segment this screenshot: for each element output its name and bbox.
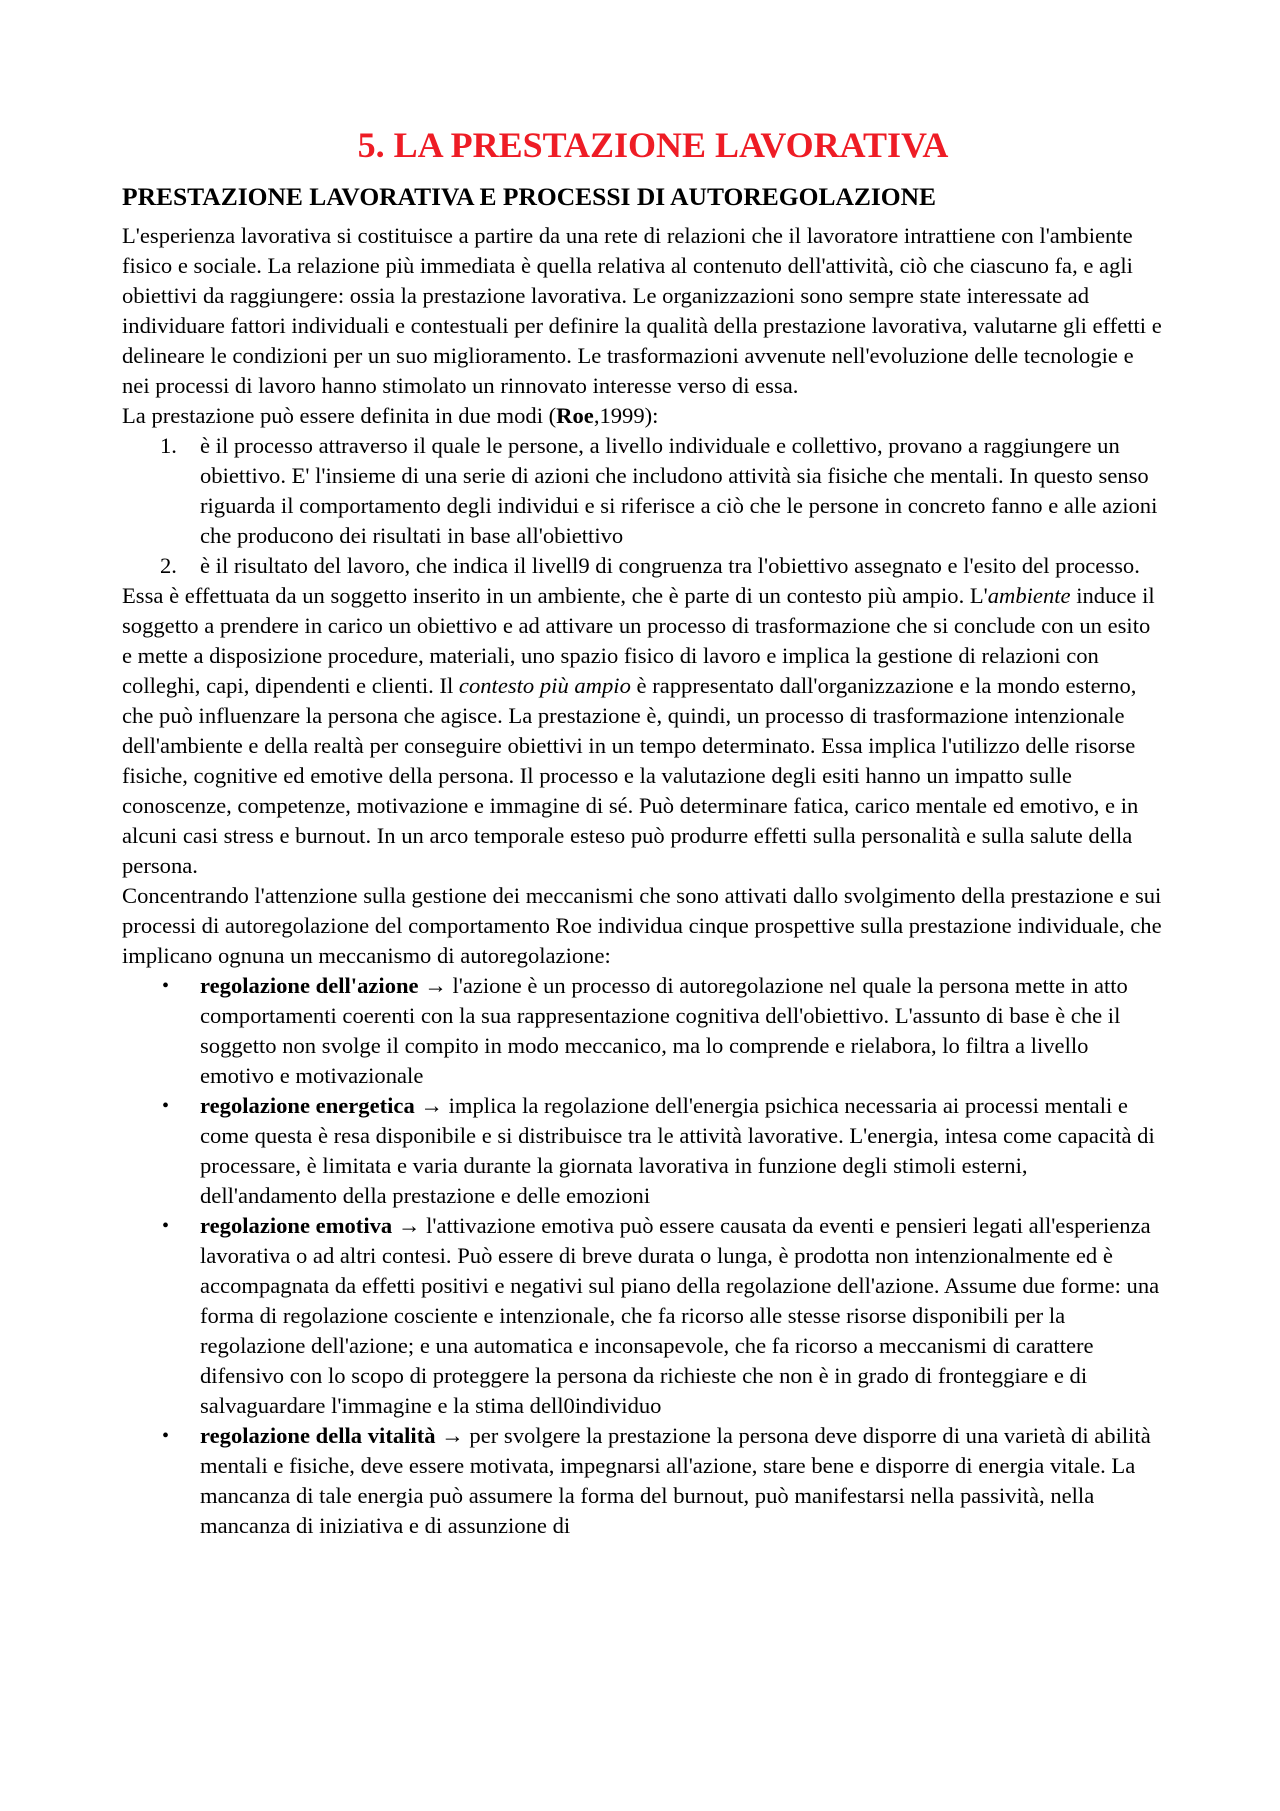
list-item [122,971,1162,1091]
page-content [122,125,1162,1541]
intro-paragraph: L'esperienza lavorativa si costituisce a partire da una rete di relazioni che il lavoratore intrattiene con l'ambiente fisico e sociale. La relazione più immediata è quella relativa al contenuto dell'attività, ciò che ciascuno fa, e agli obiettivi da raggiungere: ossia la prestazione lavorativa. Le organizzazioni sono sempre state interessate ad individuare fattori individuali e contestuali per definire la qualità della prestazione lavorativa, valutarne gli effetti e delineare le condizioni per un suo miglioramento. Le trasformazioni avvenute nell'evoluzione delle tecnologie e nei processi di lavoro hanno stimolato un rinnovato interesse verso di essa. [122,223,1162,398]
perspectives-intro: Concentrando l'attenzione sulla gestione dei meccanismi che sono attivati dallo svolgimento della prestazione e sui processi di autoregolazione del comportamento Roe individua cinque prospettive sulla prestazione individuale, che implicano ognuna un meccanismo di autoregolazione: [122,883,1162,968]
definition-intro [122,401,1162,431]
list-item [122,1091,1162,1211]
definitions-list [122,431,1162,581]
bullet-icon: • [162,1425,170,1447]
list-item [122,1421,1162,1541]
perspective-text: implica la regolazione dell'energia psichica necessaria ai processi mentali e come questa è resa disponibile e si distribuisce tra le attività lavorative. L'energia, intesa come capacità di processare, è limitata e varia durante la giornata lavorativa in funzione degli stimoli esterni, dell'andamento della prestazione e delle emozioni [200,1093,1155,1208]
definition-intro-year: ,1999): [593,403,659,428]
perspective-text: l'azione è un processo di autoregolazione nel quale la persona mette in atto comportamenti coerenti con la sua rappresentazione cognitiva dell'obiettivo. L'assunto di base è che il soggetto non svolge il compito in modo meccanico, ma lo comprende e rielabora, lo filtra a livello emotivo e motivazionale [200,973,1128,1088]
emphasis-ambiente: ambiente [987,583,1071,608]
list-item [122,551,1162,581]
perspective-text: per svolgere la prestazione la persona deve disporre di una varietà di abilità mentali e fisiche, deve essere motivata, impegnarsi all'azione, stare bene e disporre di energia vitale. La mancanza di tale energia può assumere la forma del burnout, può manifestarsi nella passività, nella mancanza di iniziativa e di assunzione di [200,1423,1151,1538]
perspective-text: l'attivazione emotiva può essere causata da eventi e pensieri legati all'esperienza lavorativa o ad altri contesi. Può essere di breve durata o lunga, è prodotta non intenzionalmente ed è accompagnata da effetti positivi e negativi sul piano della regolazione dell'azione. Assume due forme: una forma di regolazione cosciente e intenzionale, che fa ricorso alle stesse risorse disponibili per la regolazione dell'azione; e una automatica e inconsapevole, che fa ricorso a meccanismi di carattere difensivo con lo scopo di proteggere la persona da richieste che non è in grado di fronteggiare e di salvaguardare l'immagine e la stima dell0individuo [200,1213,1160,1418]
perspective-term: regolazione dell'azione [200,973,419,998]
perspective-term: regolazione emotiva [200,1213,393,1238]
arrow-icon: → [418,973,453,998]
arrow-icon: → [435,1423,470,1448]
context-paragraph [122,581,1162,881]
perspectives-list [122,971,1162,1541]
context-text-2: induce il soggetto a prendere in carico un obiettivo e ad attivare un processo di trasformazione che si conclude con un esito e mette a disposizione procedure, materiali, uno spazio fisico di lavoro e implica la gestione di relazioni con colleghi, capi, dipendenti e clienti. Il [122,583,1155,698]
definition-intro-text: La prestazione può essere definita in due modi ( [122,403,557,428]
list-item-text: è il risultato del lavoro, che indica il livell9 di congruenza tra l'obiettivo assegnato e l'esito del processo. [200,553,1140,578]
list-item [122,431,1162,551]
author-name: Roe [556,403,594,428]
emphasis-contesto: contesto più ampio [458,673,631,698]
arrow-icon: → [392,1213,427,1238]
arrow-icon: → [414,1093,449,1118]
bullet-icon: • [162,1215,170,1237]
bullet-icon: • [162,1095,170,1117]
list-item-number: 2. [160,553,177,578]
perspective-term: regolazione energetica [200,1093,415,1118]
context-text-1: Essa è effettuata da un soggetto inserito in un ambiente, che è parte di un contesto più ampio. L' [122,583,988,608]
list-item [122,1211,1162,1421]
list-item-text: è il processo attraverso il quale le persone, a livello individuale e collettivo, provano a raggiungere un obiettivo. E' l'insieme di una serie di azioni che includono attività sia fisiche che mentali. In questo senso riguarda il comportamento degli individui e si riferisce a ciò che le persone in concreto fanno e alle azioni che producono dei risultati in base all'obiettivo [200,433,1158,548]
bullet-icon: • [162,975,170,997]
context-text-3: è rappresentato dall'organizzazione e la mondo esterno, che può influenzare la persona che agisce. La prestazione è, quindi, un processo di trasformazione intenzionale dell'ambiente e della realtà per conseguire obiettivi in un tempo determinato. Essa implica l'utilizzo delle risorse fisiche, cognitive ed emotive della persona. Il processo e la valutazione degli esiti hanno un impatto sulle conoscenze, competenze, motivazione e immagine di sé. Può determinare fatica, carico mentale ed emotivo, e in alcuni casi stress e burnout. In un arco temporale esteso può produrre effetti sulla personalità e sulla salute della persona. [122,673,1139,878]
section-heading: PRESTAZIONE LAVORATIVA E PROCESSI DI AUTOREGOLAZIONE [122,182,937,211]
chapter-title: 5. LA PRESTAZIONE LAVORATIVA [357,125,949,165]
perspective-term: regolazione della vitalità [200,1423,436,1448]
list-item-number: 1. [160,433,177,458]
